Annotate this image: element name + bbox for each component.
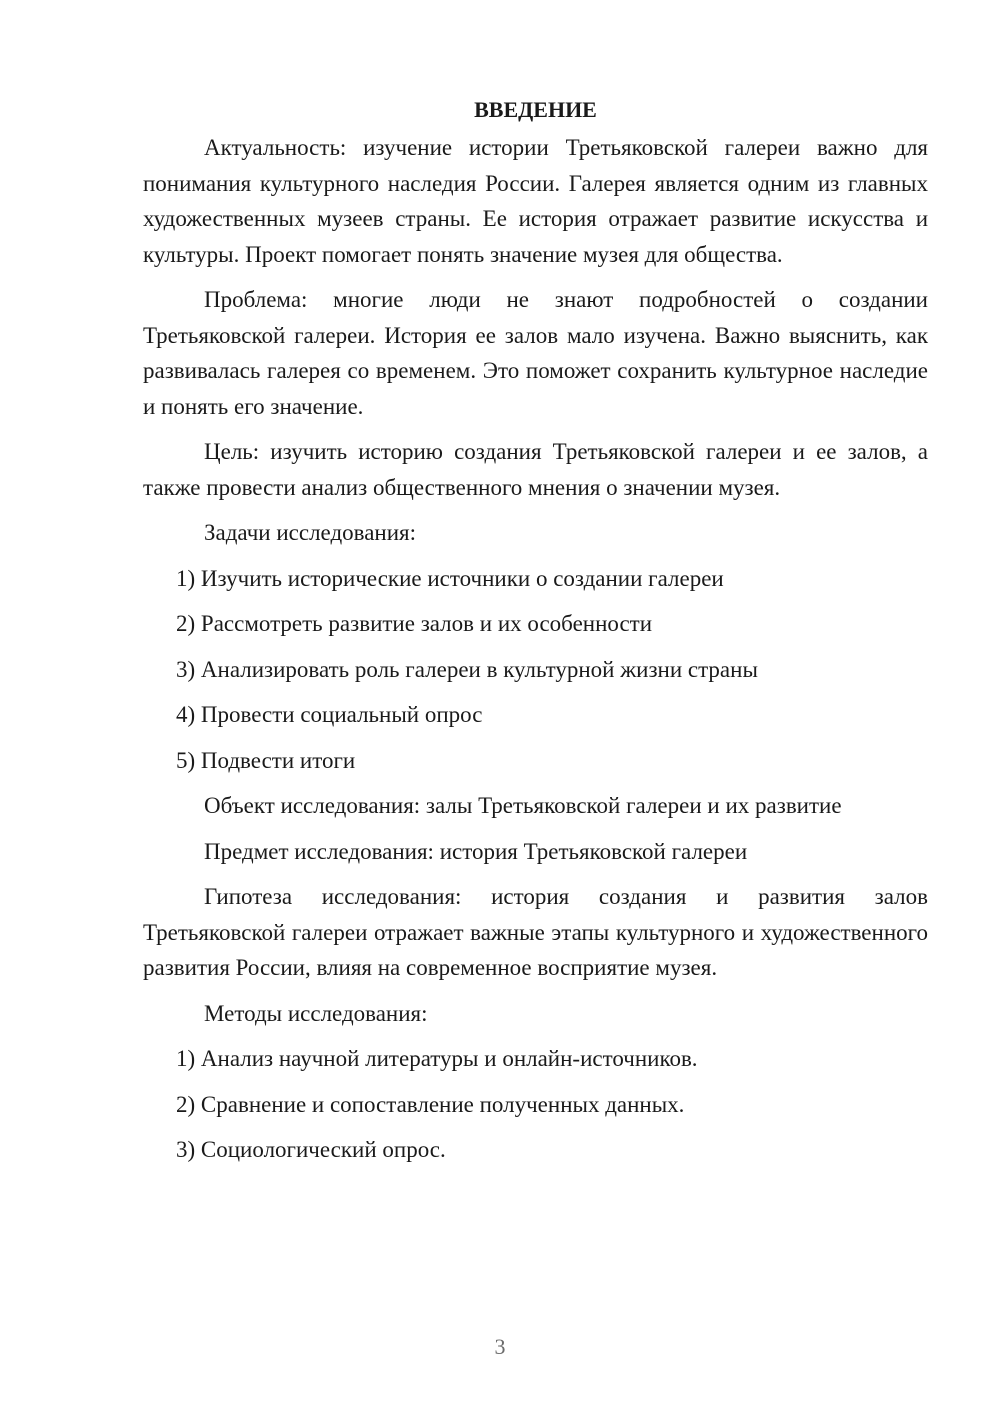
list-item: 5) Подвести итоги [176, 747, 356, 773]
list-item: 3) Социологический опрос. [176, 1137, 446, 1162]
goal-paragraph: Цель: изучить историю создания Третьяковской галереи и ее залов, а также провести анализ общественного мнения о значении музея. [143, 439, 928, 500]
problem-paragraph: Проблема: многие люди не знают подробностей о создании Третьяковской галереи. История ее залов мало изучена. Важно выяснить, как развивалась галерея со временем. Это поможет сохранить культурное наследие и понять его значение. [143, 287, 928, 419]
hypothesis-paragraph: Гипотеза исследования: история создания и развития залов Третьяковской галереи отражает важные этапы культурного и художественного развития России, влияя на современное восприятие музея. [143, 884, 928, 980]
tasks-heading: Задачи исследования: [204, 520, 417, 545]
list-item: 4) Провести социальный опрос [176, 702, 483, 727]
list-item: 1) Анализ научной литературы и онлайн-источников. [176, 1046, 698, 1071]
relevance-paragraph: Актуальность: изучение истории Третьяковской галереи важно для понимания культурного наследия России. Галерея является одним из главных художественных музеев страны. Ее история отражает развитие искусства и культуры. Проект помогает понять значение музея для общества. [143, 135, 928, 267]
page-number: 3 [494, 1334, 506, 1359]
object-paragraph: Объект исследования: залы Третьяковской галереи и их развитие [204, 793, 842, 818]
list-item: 3) Анализировать роль галереи в культурной жизни страны [176, 656, 758, 682]
list-item: 2) Сравнение и сопоставление полученных данных. [176, 1091, 685, 1117]
methods-heading: Методы исследования: [204, 1000, 428, 1026]
tasks-list [143, 561, 928, 779]
subject-paragraph: Предмет исследования: история Третьяковской галереи [204, 838, 748, 864]
page-title: ВВЕДЕНИЕ [474, 97, 597, 122]
methods-list [143, 1041, 928, 1168]
list-item: 2) Рассмотреть развитие залов и их особенности [176, 611, 653, 636]
list-item: 1) Изучить исторические источники о создании галереи [176, 565, 724, 591]
page-content [143, 95, 928, 1178]
